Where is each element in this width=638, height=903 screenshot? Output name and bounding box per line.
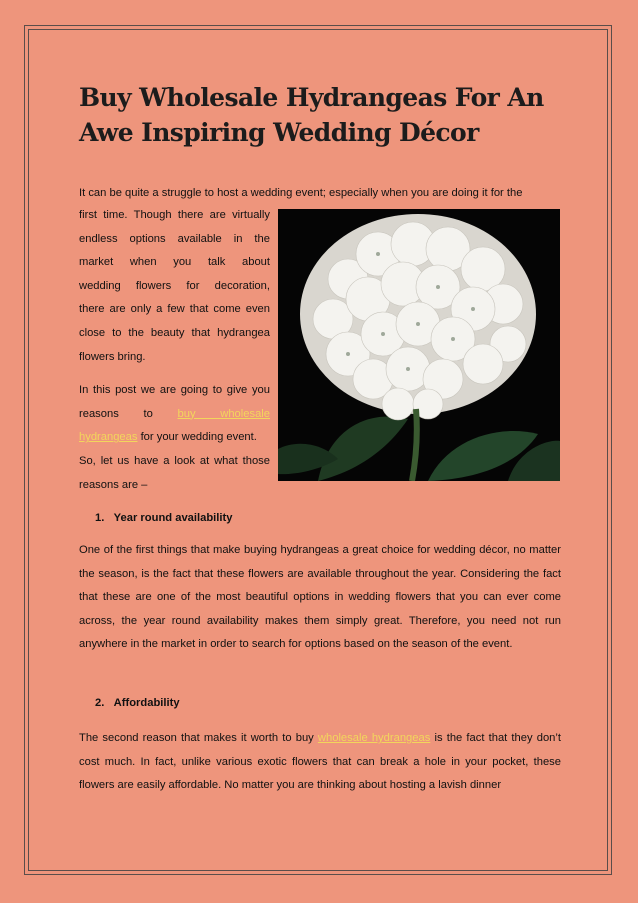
item-1-heading: [95, 512, 232, 524]
item-2-body: [79, 727, 561, 798]
item-1-body: One of the first things that make buying hydrangeas a great choice for wedding décor, no matter the season, is the fact that these flowers are available throughout the year. Considering the fact that these are one of the most beautiful options in wedding flowers that you can ever come across, the year round availability makes them simply great. Therefore, you need not run anywhere in the market in order to search for options based on the season of the event.: [79, 544, 561, 651]
left-line: flowers bring.: [79, 350, 146, 363]
intro-line: It can be quite a struggle to host a wedding event; especially when you are doing it for the: [79, 187, 523, 199]
para2-line: [79, 426, 270, 450]
para2-line: In this post we are going to give you: [79, 384, 270, 397]
left-column-text: [79, 204, 270, 497]
title-line-2: Awe Inspiring Wedding Décor: [79, 118, 479, 147]
para2-line: [79, 403, 270, 427]
left-line: wedding flowers for decoration,: [79, 279, 270, 292]
item-1-title: Year round availability: [113, 512, 233, 524]
left-line: close to the beauty that hydrangea: [79, 326, 270, 339]
article-title: [79, 80, 561, 150]
item-2-heading: [95, 697, 180, 709]
item-2-title: Affordability: [113, 697, 180, 709]
para2-text: for your wedding event.: [137, 431, 257, 444]
article: [79, 80, 561, 792]
left-line: first time. Though there are virtually: [79, 209, 270, 221]
para2-line: So, let us have a look at what those: [79, 454, 270, 467]
hydrangea-illustration: [278, 209, 560, 481]
para2-line: reasons are –: [79, 478, 148, 491]
white-hydrangea-photo: [278, 209, 560, 481]
left-line: endless options available in the: [79, 232, 270, 245]
para2-text: reasons to: [79, 407, 153, 420]
item-1-number: 1.: [95, 512, 105, 524]
item-2-number: 2.: [95, 697, 105, 709]
left-line: there are only a few that come even: [79, 303, 270, 316]
buy-wholesale-link[interactable]: buy wholesale: [177, 407, 270, 420]
item-2-text: is the fact that they don’t cost much. In fact, unlike various exotic flowers that can break a hole in your pocket, these flowers are easily affordable. No matter you are thinking about hosting a lavish dinner: [79, 732, 561, 792]
title-line-1: Buy Wholesale Hydrangeas For An: [79, 83, 544, 112]
item-2-text: The second reason that makes it worth to buy: [79, 732, 318, 744]
left-line: market when you talk about: [79, 256, 270, 269]
wholesale-hydrangeas-link[interactable]: wholesale hydrangeas: [317, 732, 431, 744]
hydrangeas-link[interactable]: hydrangeas: [79, 431, 138, 444]
